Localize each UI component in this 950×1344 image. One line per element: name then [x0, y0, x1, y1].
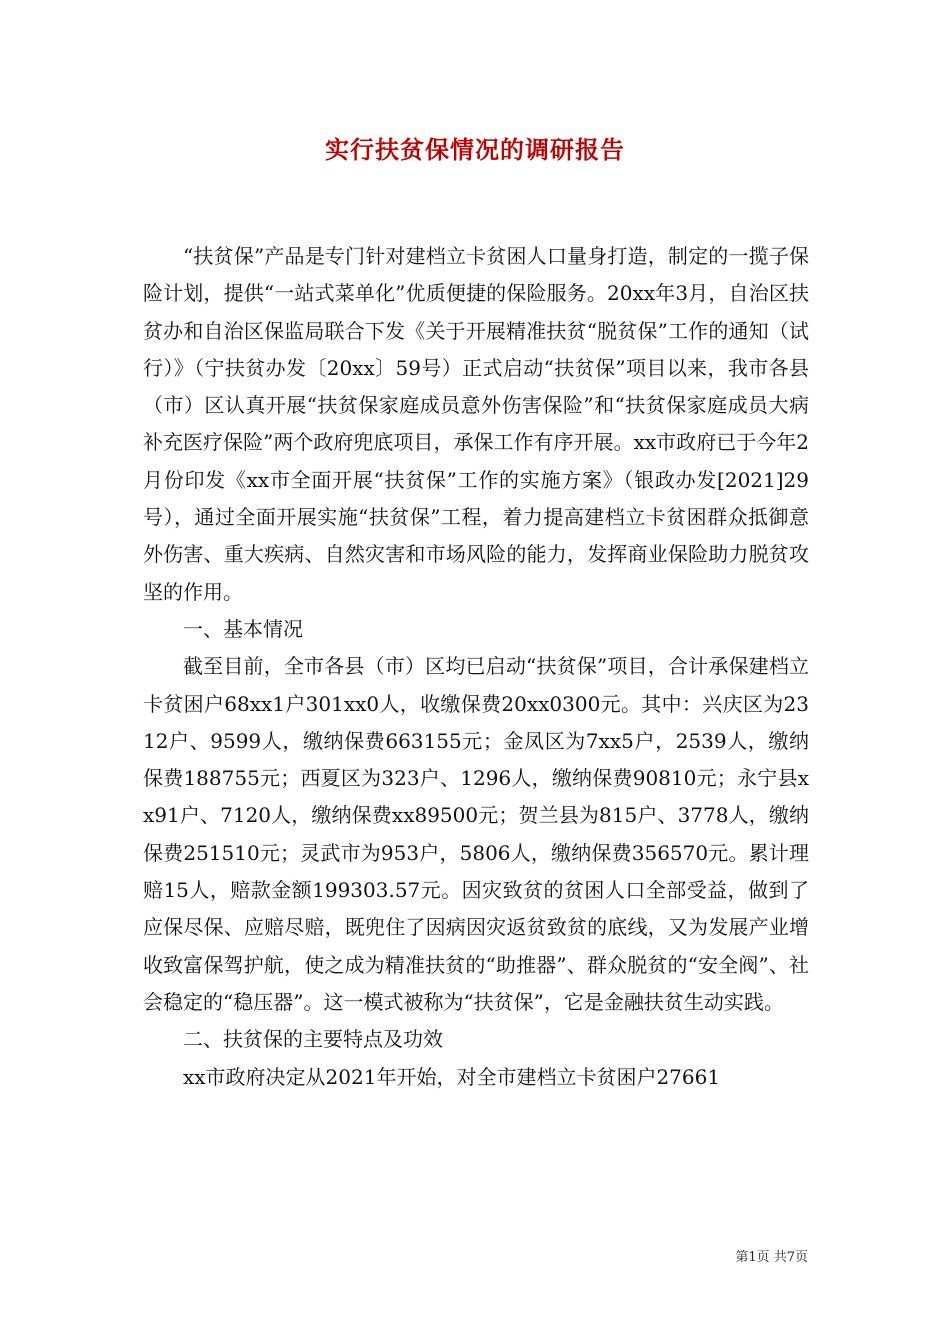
section-heading-basic-situation: 一、基本情况 [183, 616, 303, 641]
section-heading-features: 二、扶贫保的主要特点及功效 [183, 1027, 443, 1052]
page-number-footer: 第1页 共7页 [735, 1250, 808, 1265]
paragraph-intro: “扶贫保”产品是专门针对建档立卡贫困人口量身打造，制定的一揽子保险计划，提供“一站式菜单化”优质便捷的保险服务。20xx年3月，自治区扶贫办和自治区保监局联合下发《关于开展精准扶贫“脱贫保”工作的通知（试行）》（宁扶贫办发〔20xx〕59号）正式启动“扶贫保”项目以来，我市各县（市）区认真开展“扶贫保家庭成员意外伤害保险”和“扶贫保家庭成员大病补充医疗保险”两个政府兜底项目，承保工作有序开展。xx市政府已于今年2月份印发《xx市全面开展“扶贫保”工作的实施方案》（银政办发[2021]29号），通过全面开展实施“扶贫保”工程，着力提高建档立卡贫困群众抵御意外伤害、重大疾病、自然灾害和市场风险的能力，发挥商业保险助力脱贫攻坚的作用。 [143, 244, 809, 604]
document-title: 实行扶贫保情况的调研报告 [325, 135, 625, 164]
paragraph-basic-situation: 截至目前，全市各县（市）区均已启动“扶贫保”项目，合计承保建档立卡贫困户68xx1户301xx0人，收缴保费20xx0300元。其中：兴庆区为2312户、9599人，缴纳保费663155元；金凤区为7xx5户，2539人，缴纳保费188755元；西夏区为323户、1296人，缴纳保费90810元；永宁县xx91户、7120人，缴纳保费xx89500元；贺兰县为815户、3778人，缴纳保费251510元；灵武市为953户，5806人，缴纳保费356570元。累计理赔15人，赔款金额199303.57元。因灾致贫的贫困人口全部受益，做到了应保尽保、应赔尽赔，既兜住了因病因灾返贫致贫的底线，又为发展产业增收致富保驾护航，使之成为精准扶贫的“助推器”、群众脱贫的“安全阀”、社会稳定的“稳压器”。这一模式被称为“扶贫保”，它是金融扶贫生动实践。 [143, 654, 809, 1014]
paragraph-features: xx市政府决定从2021年开始，对全市建档立卡贫困户27661 [183, 1064, 721, 1089]
document-body [143, 238, 809, 1096]
